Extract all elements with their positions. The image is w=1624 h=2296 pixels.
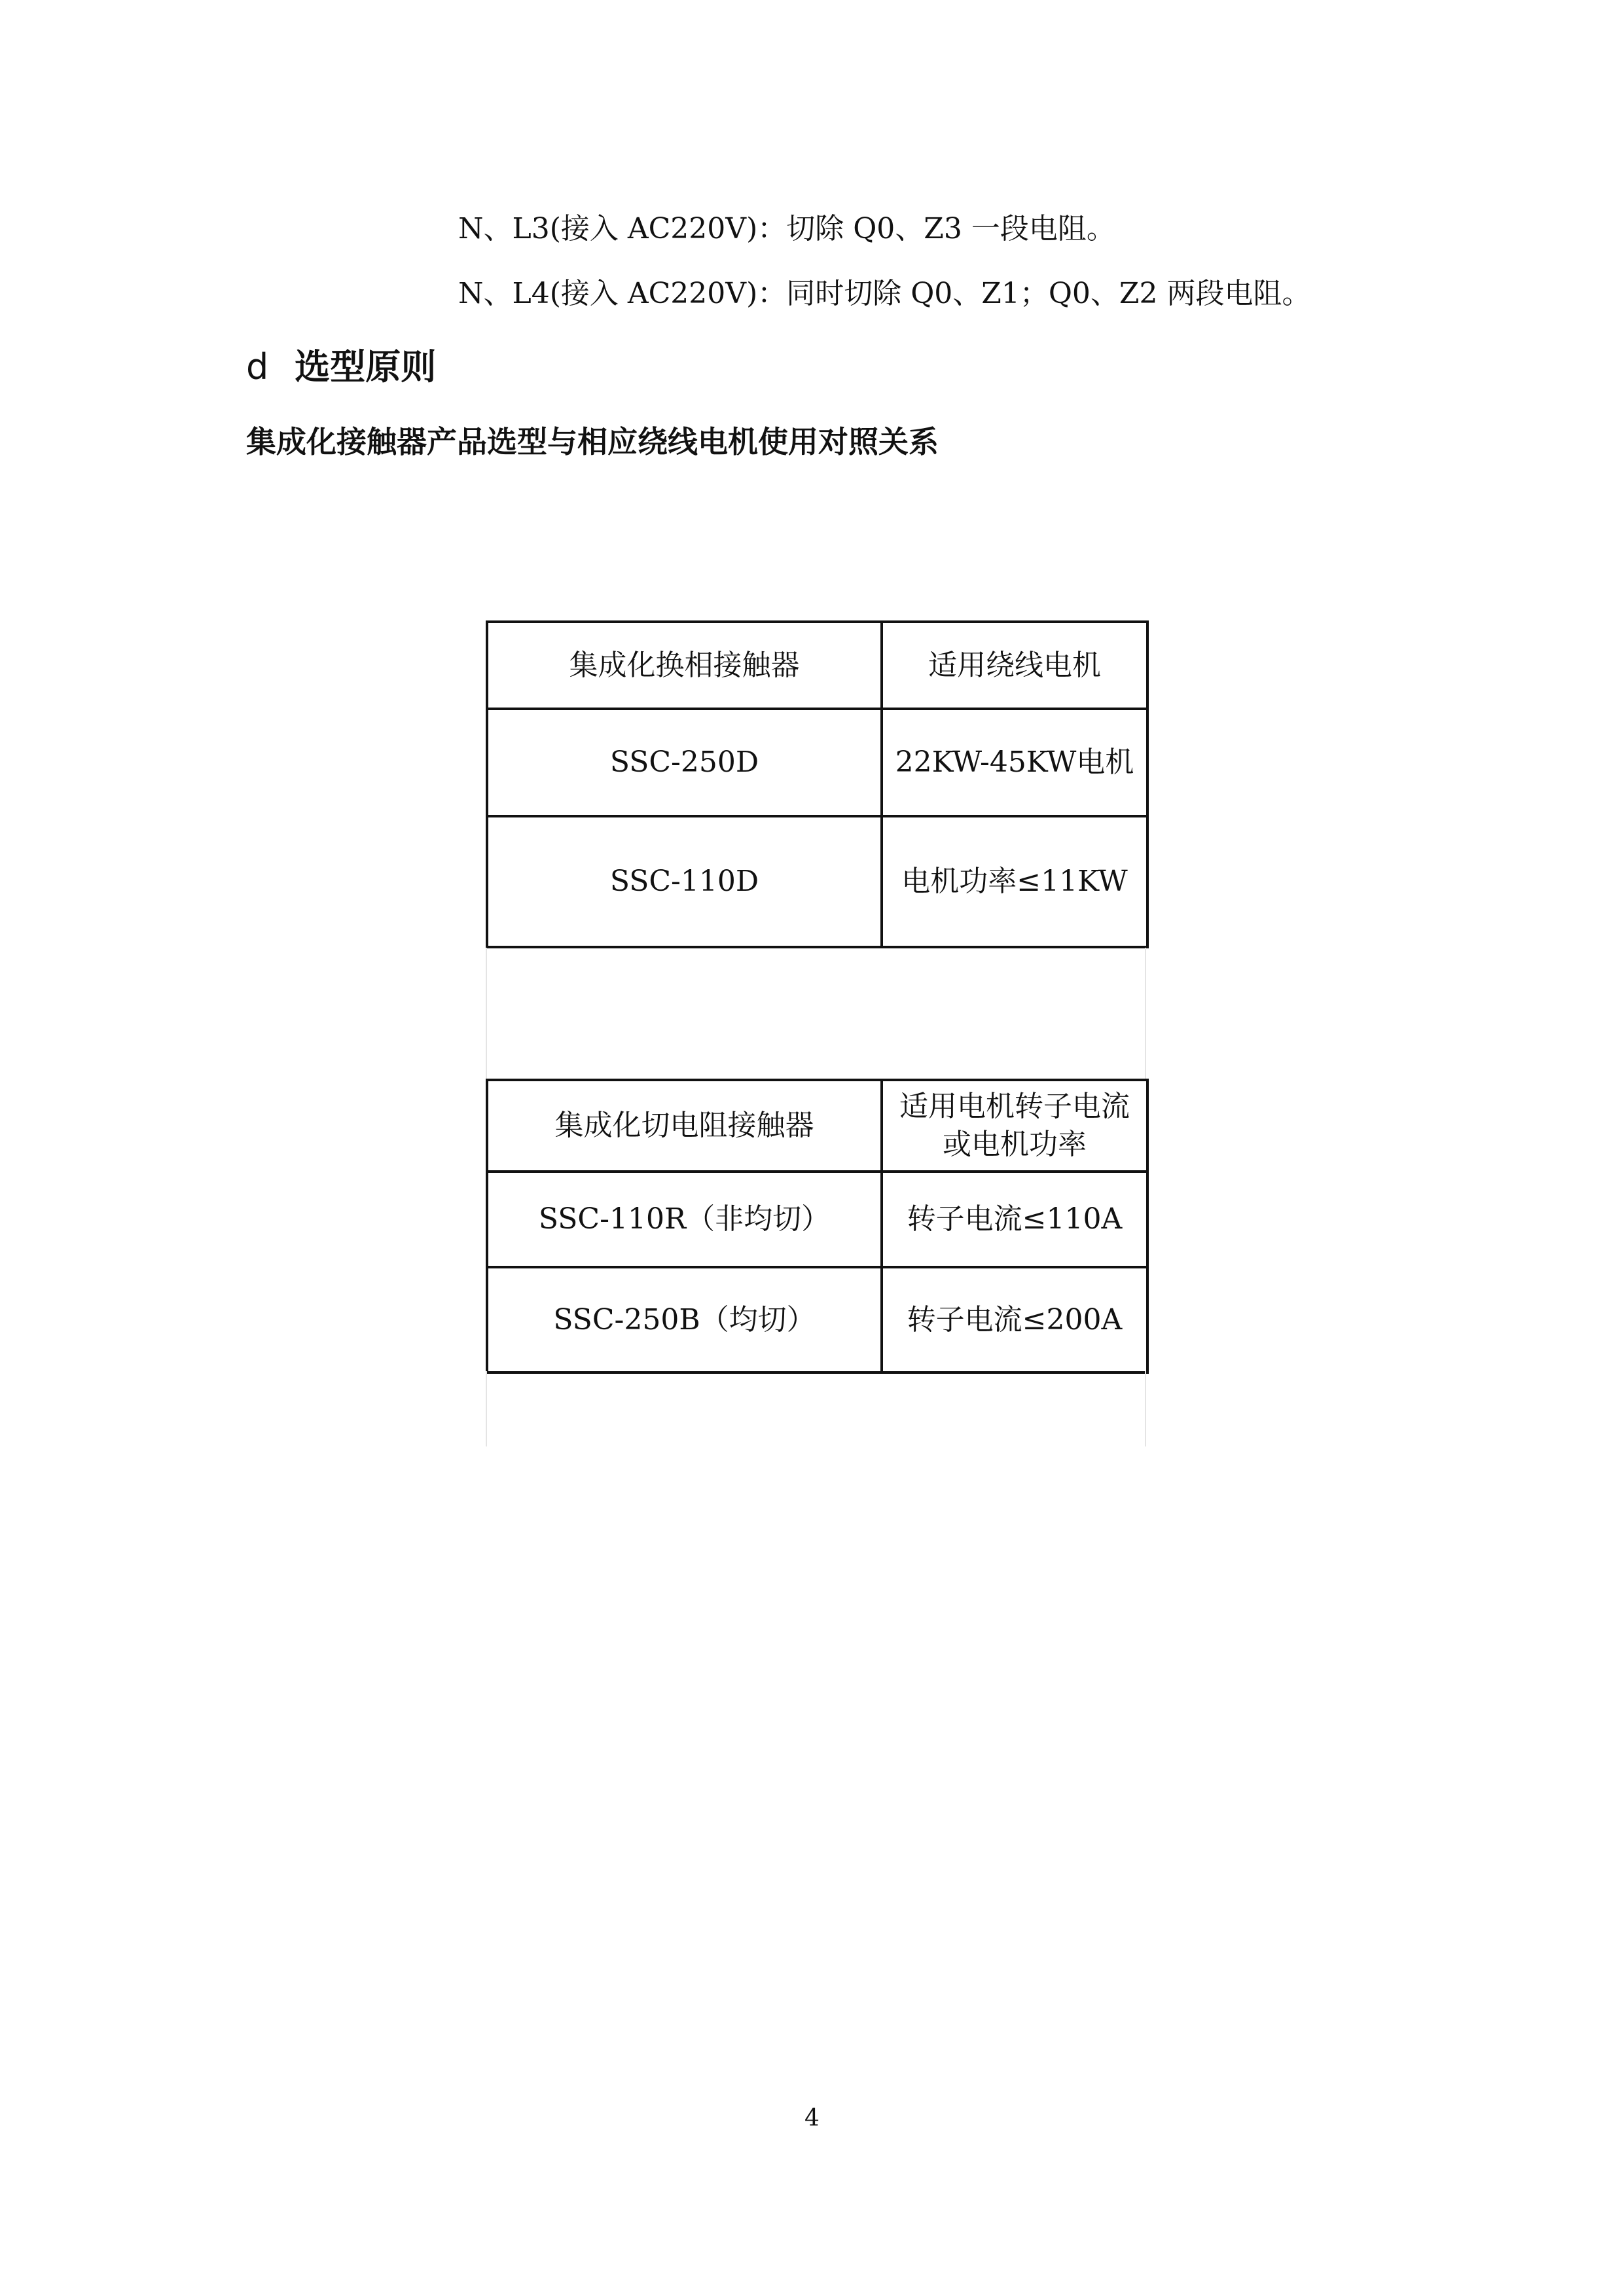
table-header-cell: 集成化换相接触器 — [487, 622, 882, 709]
table-header-cell: 集成化切电阻接触器 — [487, 1080, 882, 1172]
table-header-row — [487, 622, 1147, 709]
paragraph-l4: N、L4(接入 AC220V)：同时切除 Q0、Z1；Q0、Z2 两段电阻。 — [458, 277, 1311, 310]
table-spacer — [486, 1371, 1146, 1446]
table-cell: 转子电流≤200A — [882, 1267, 1147, 1372]
table-header-cell: 适用绕线电机 — [882, 622, 1147, 709]
table-cell: 电机功率≤11KW — [882, 816, 1147, 947]
table-header-cell: 适用电机转子电流或电机功率 — [882, 1080, 1147, 1172]
table-cell: SSC-250D — [487, 709, 882, 816]
section-title: 选型原则 — [295, 346, 437, 387]
resistor-contactor-table — [486, 1079, 1146, 1374]
section-letter: d — [246, 346, 269, 387]
table-row — [487, 816, 1147, 947]
table-row — [487, 709, 1147, 816]
table-cell: SSC-250B（均切） — [487, 1267, 882, 1372]
table-header-row — [487, 1080, 1147, 1172]
table-row — [487, 1267, 1147, 1372]
table-cell: SSC-110D — [487, 816, 882, 947]
table-cell: 22KW-45KW电机 — [882, 709, 1147, 816]
section-heading — [246, 344, 436, 390]
table-row — [487, 1172, 1147, 1267]
paragraph-l3: N、L3(接入 AC220V)：切除 Q0、Z3 一段电阻。 — [458, 212, 1115, 245]
table-spacer — [486, 948, 1146, 1079]
page-number: 4 — [804, 2105, 820, 2132]
commutation-contactor-table — [486, 620, 1146, 948]
table-cell: SSC-110R（非均切） — [487, 1172, 882, 1267]
table-cell: 转子电流≤110A — [882, 1172, 1147, 1267]
table-caption: 集成化接触器产品选型与相应绕线电机使用对照关系 — [246, 424, 939, 459]
